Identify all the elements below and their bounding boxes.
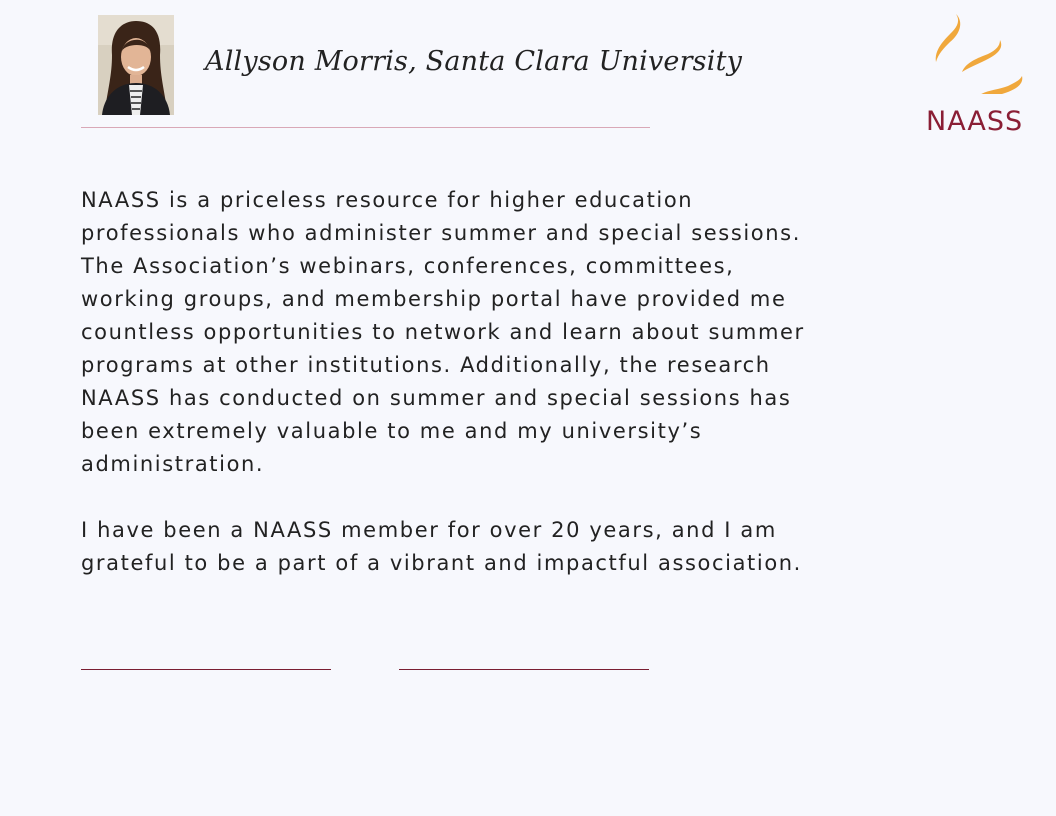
text-line: The Association’s webinars, conferences, committees, [81,254,735,278]
text-line: professionals who administer summer and special sessions. [81,221,801,245]
testimonial-body [81,184,921,613]
text-line: grateful to be a part of a vibrant and impactful association. [81,551,802,575]
profile-photo [98,15,174,115]
text-line: been extremely valuable to me and my university’s [81,419,703,443]
testimonial-paragraph [81,184,921,481]
text-line: working groups, and membership portal have provided me [81,287,787,311]
logo-wordmark: NAASS [926,106,1024,137]
text-line: I have been a NAASS member for over 20 years, and I am [81,518,777,542]
testimonial-author: Allyson Morris, Santa Clara University [205,46,743,77]
text-line: countless opportunities to network and learn about summer [81,320,805,344]
header-divider [81,127,650,128]
text-line: programs at other institutions. Additionally, the research [81,353,771,377]
footer-rule-right [399,669,649,670]
testimonial-paragraph [81,514,921,580]
naass-logo [922,10,1034,140]
text-line: administration. [81,452,265,476]
text-line: NAASS has conducted on summer and special sessions has [81,386,792,410]
text-line: NAASS is a priceless resource for higher education [81,188,694,212]
flame-icon [922,10,1034,94]
footer-rule-left [81,669,331,670]
